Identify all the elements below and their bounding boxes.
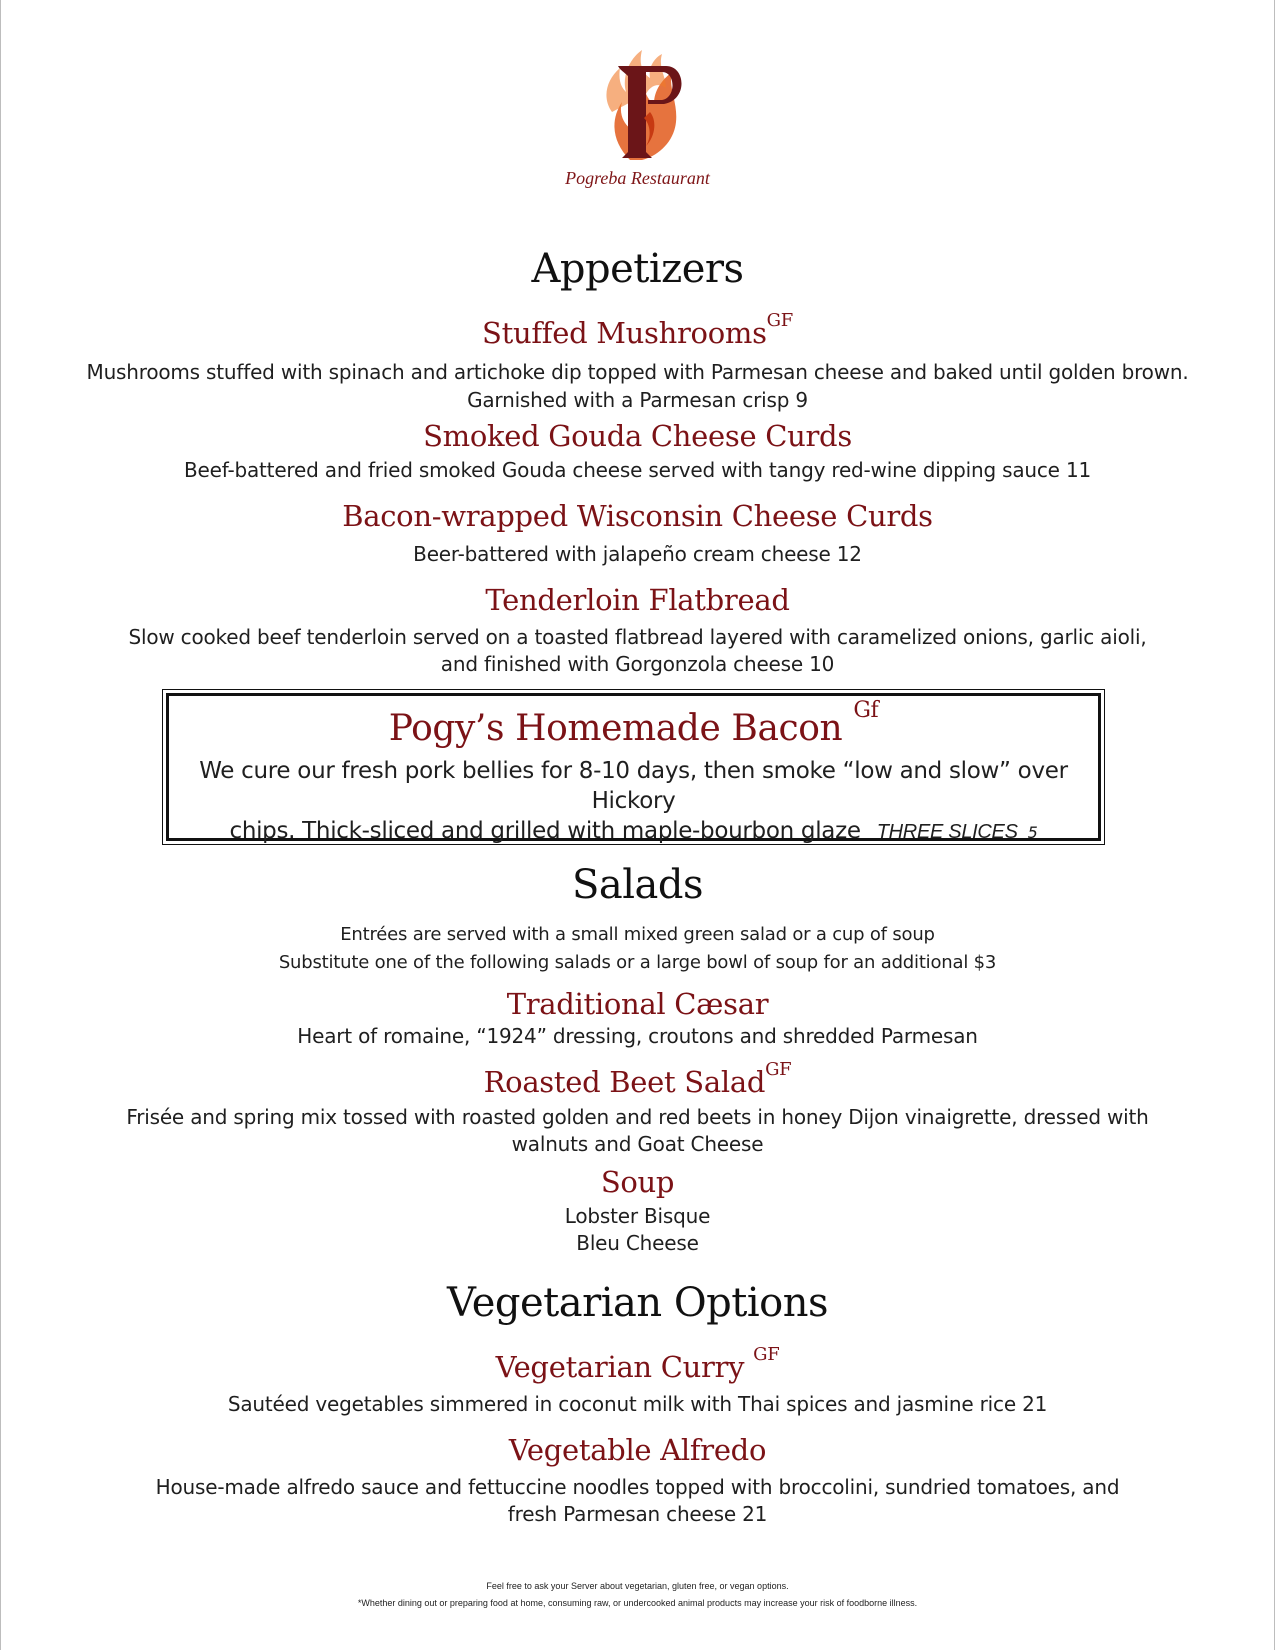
gf-tag: GF (765, 1059, 792, 1080)
caesar-desc: Heart of romaine, “1924” dressing, croutons and shredded Parmesan (297, 1024, 978, 1048)
beet-salad-desc: Frisée and spring mix tossed with roasted golden and red beets in honey Dijon vinaigrette, dressed with (126, 1105, 1149, 1129)
curry-desc: Sautéed vegetables simmered in coconut milk with Thai spices and jasmine rice 21 (227, 1392, 1048, 1416)
soup-title: Soup (600, 1165, 675, 1199)
alfredo-desc: House-made alfredo sauce and fettuccine noodles topped with broccolini, sundried tomatoes, and (155, 1475, 1120, 1499)
vegetarian-heading: Vegetarian Options (447, 1280, 828, 1326)
flatbread-title: Tenderloin Flatbread (485, 583, 790, 617)
flatbread-desc-2: and finished with Gorgonzola cheese 10 (440, 652, 835, 676)
slices-label: THREE SLICES (876, 821, 1018, 843)
salads-intro-2: Substitute one of the following salads or a large bowl of soup for an additional $3 (278, 952, 997, 973)
appetizers-heading: Appetizers (531, 246, 744, 292)
footer-note-2: *Whether dining out or preparing food at home, consuming raw, or undercooked animal products may increase your risk of foodborne illness. (357, 1598, 918, 1608)
caesar-title: Traditional Cæsar (506, 987, 769, 1021)
pogreba-logo-icon (592, 42, 688, 162)
stuffed-mushrooms-desc: Mushrooms stuffed with spinach and artichoke dip topped with Parmesan cheese and baked until golden brown. (86, 360, 1189, 384)
soup-bleu: Bleu Cheese (576, 1231, 699, 1255)
gf-tag: GF (753, 1344, 780, 1365)
bacon-curds-title: Bacon-wrapped Wisconsin Cheese Curds (342, 499, 933, 533)
alfredo-desc-2: fresh Parmesan cheese 21 (507, 1502, 768, 1526)
gf-tag: Gf (853, 698, 879, 723)
restaurant-name: Pogreba Restaurant (565, 168, 710, 188)
alfredo-title: Vegetable Alfredo (508, 1433, 767, 1467)
bacon-title: Pogy’s Homemade Bacon $^{Gf}$ (388, 698, 879, 749)
flatbread-desc: Slow cooked beef tenderloin served on a toasted flatbread layered with caramelized onions, garlic aioli, (128, 625, 1147, 649)
gouda-curds-title: Smoked Gouda Cheese Curds (423, 419, 852, 453)
bacon-desc: We cure our fresh pork bellies for 8-10 days, then smoke “low and slow” over Hickory chips. Thick-sliced and grilled with maple-bourbon glaze THREE SLICES 5 (199, 758, 1068, 844)
footer-note-1: Feel free to ask your Server about vegetarian, gluten free, or vegan options. (486, 1581, 789, 1591)
salads-heading: Salads (571, 862, 704, 908)
bacon-curds-desc: Beer-battered with jalapeño cream cheese 12 (413, 542, 862, 566)
gf-tag: GF (766, 310, 793, 331)
gouda-curds-desc: Beef-battered and fried smoked Gouda cheese served with tangy red-wine dipping sauce 11 (183, 458, 1091, 482)
beet-salad-title: Roasted Beet Salad$^{GF}$ (483, 1059, 792, 1099)
soup-lobster: Lobster Bisque (564, 1204, 711, 1228)
featured-bacon-box (166, 693, 1101, 844)
curry-title: Vegetarian Curry $^{GF}$ (495, 1344, 780, 1384)
bacon-price: 5 (1027, 823, 1038, 842)
salads-intro-1: Entrées are served with a small mixed green salad or a cup of soup (340, 924, 935, 945)
stuffed-mushrooms-title: Stuffed Mushrooms$^{GF}$ (482, 310, 793, 350)
stuffed-mushrooms-desc-2: Garnished with a Parmesan crisp 9 (467, 388, 808, 412)
beet-salad-desc-2: walnuts and Goat Cheese (511, 1132, 764, 1156)
